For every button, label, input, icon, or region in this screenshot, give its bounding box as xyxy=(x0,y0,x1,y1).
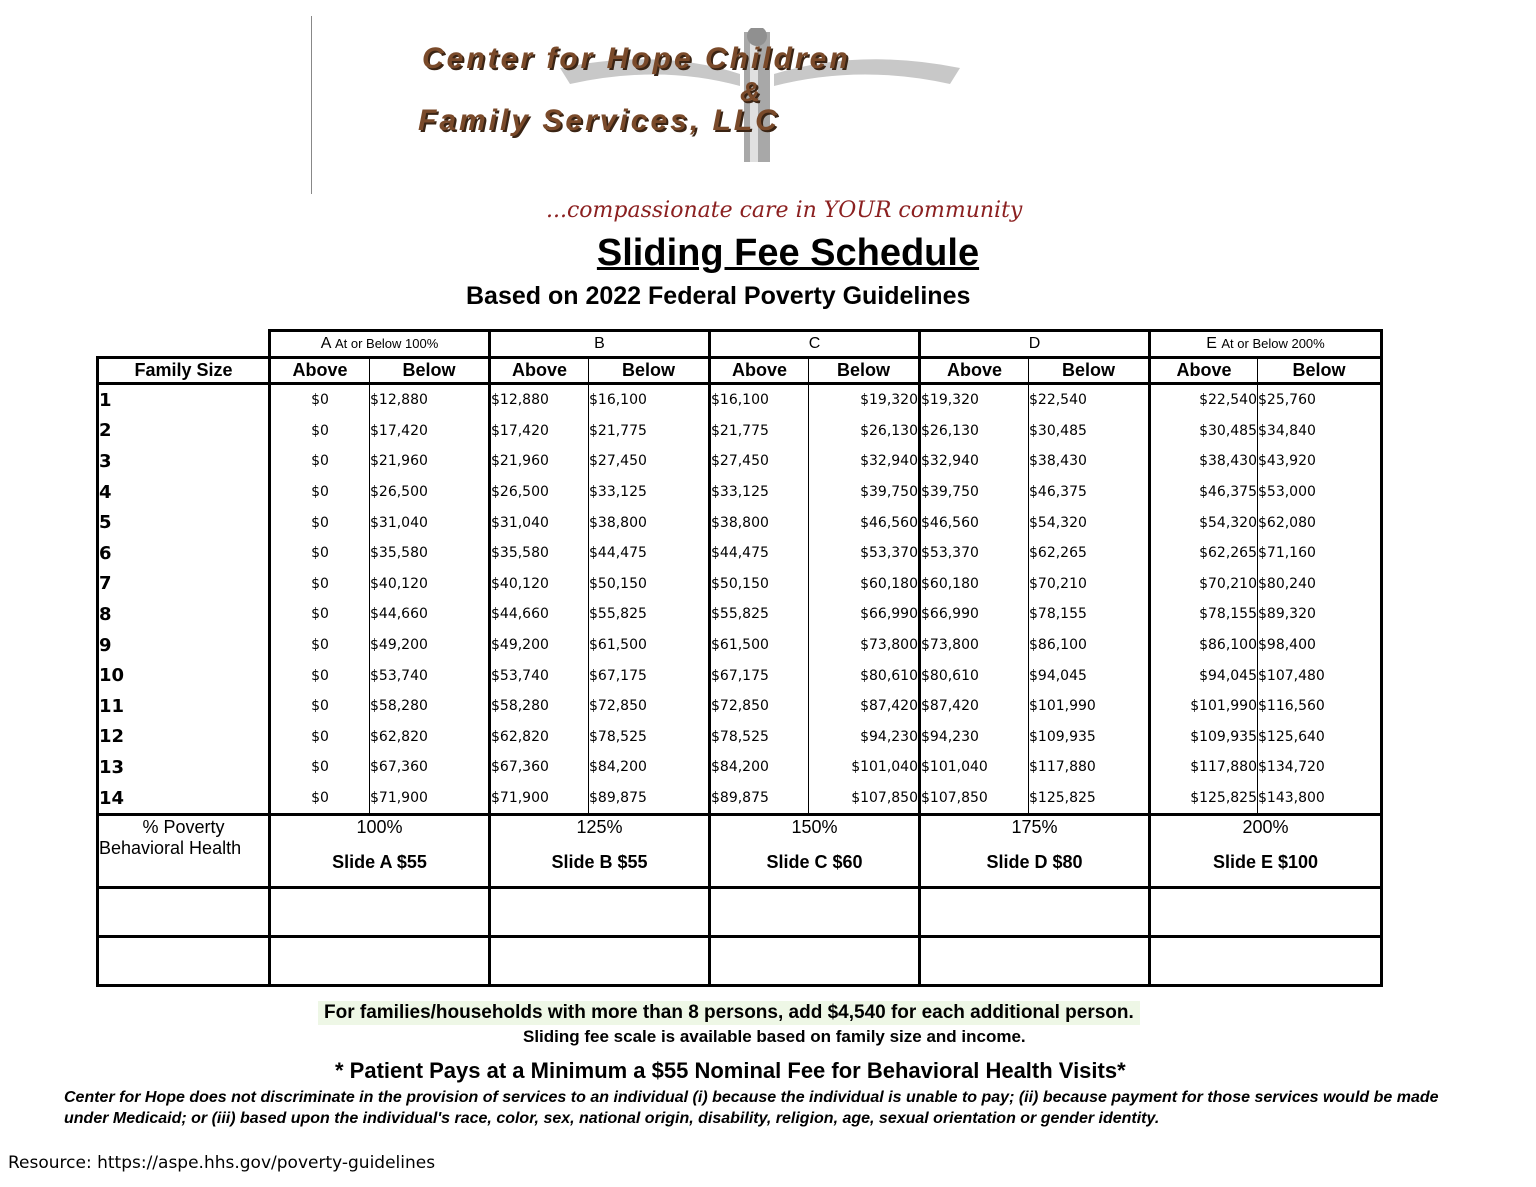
above-value-cell: $61,500 xyxy=(710,630,809,661)
availability-note: Sliding fee scale is available based on family size and income. xyxy=(523,1027,1026,1046)
family-size-cell: 13 xyxy=(98,752,270,783)
table-row xyxy=(98,569,1382,600)
below-value-cell: $53,370 xyxy=(809,538,920,569)
above-value-cell: $107,850 xyxy=(920,783,1029,815)
above-value-cell: $58,280 xyxy=(490,691,589,722)
above-value-cell: $94,230 xyxy=(920,722,1029,753)
above-value-cell: $87,420 xyxy=(920,691,1029,722)
above-header: Above xyxy=(920,358,1029,384)
below-value-cell: $21,960 xyxy=(370,446,490,477)
logo-line1: Center for Hope Children xyxy=(422,42,851,75)
sliding-fee-table xyxy=(96,329,1383,987)
empty-cell xyxy=(98,937,270,986)
below-value-cell: $107,850 xyxy=(809,783,920,815)
empty-cell xyxy=(490,888,710,937)
below-value-cell: $49,200 xyxy=(370,630,490,661)
group-letter: C xyxy=(808,335,821,352)
nondiscrimination-disclaimer: Center for Hope does not discriminate in the provision of services to an individual (i) because the individual is unable to pay; (ii) because payment for those services would be made under Medicaid; or (iii) based upon the individual's race, color, sex, national origin, disability, religion, age, sexual orientation or gender identity. xyxy=(64,1089,1439,1127)
table-row xyxy=(98,477,1382,508)
below-value-cell: $21,775 xyxy=(589,416,710,447)
below-value-cell: $53,000 xyxy=(1258,477,1382,508)
poverty-percent-cell: 200% xyxy=(1150,815,1382,839)
above-value-cell: $27,450 xyxy=(710,446,809,477)
above-value-cell: $78,155 xyxy=(1150,599,1258,630)
table-row xyxy=(98,691,1382,722)
table-row xyxy=(98,752,1382,783)
below-value-cell: $98,400 xyxy=(1258,630,1382,661)
above-value-cell: $0 xyxy=(270,783,370,815)
below-value-cell: $80,240 xyxy=(1258,569,1382,600)
below-value-cell: $84,200 xyxy=(589,752,710,783)
poverty-percent-cell: 150% xyxy=(710,815,920,839)
above-value-cell: $0 xyxy=(270,722,370,753)
below-value-cell: $34,840 xyxy=(1258,416,1382,447)
above-value-cell: $54,320 xyxy=(1150,507,1258,538)
below-value-cell: $117,880 xyxy=(1029,752,1150,783)
tagline: ...compassionate care in YOUR community xyxy=(546,198,1023,223)
above-value-cell: $53,740 xyxy=(490,660,589,691)
poverty-label: % Poverty xyxy=(98,815,270,839)
below-value-cell: $89,320 xyxy=(1258,599,1382,630)
family-size-cell: 3 xyxy=(98,446,270,477)
group-header-e xyxy=(1150,331,1382,358)
below-value-cell: $17,420 xyxy=(370,416,490,447)
above-value-cell: $0 xyxy=(270,660,370,691)
above-value-cell: $31,040 xyxy=(490,507,589,538)
above-value-cell: $44,475 xyxy=(710,538,809,569)
above-value-cell: $0 xyxy=(270,630,370,661)
below-value-cell: $26,500 xyxy=(370,477,490,508)
above-value-cell: $101,990 xyxy=(1150,691,1258,722)
below-header: Below xyxy=(370,358,490,384)
above-value-cell: $26,130 xyxy=(920,416,1029,447)
below-value-cell: $67,175 xyxy=(589,660,710,691)
table-row xyxy=(98,384,1382,416)
below-value-cell: $80,610 xyxy=(809,660,920,691)
above-header: Above xyxy=(710,358,809,384)
table-row xyxy=(98,599,1382,630)
above-value-cell: $117,880 xyxy=(1150,752,1258,783)
table-row xyxy=(98,446,1382,477)
below-value-cell: $31,040 xyxy=(370,507,490,538)
above-value-cell: $38,800 xyxy=(710,507,809,538)
below-value-cell: $94,045 xyxy=(1029,660,1150,691)
above-value-cell: $55,825 xyxy=(710,599,809,630)
below-value-cell: $39,750 xyxy=(809,477,920,508)
slide-fee-cell: Slide B $55 xyxy=(490,838,710,888)
below-value-cell: $58,280 xyxy=(370,691,490,722)
below-value-cell: $73,800 xyxy=(809,630,920,661)
below-value-cell: $62,265 xyxy=(1029,538,1150,569)
below-value-cell: $27,450 xyxy=(589,446,710,477)
empty-cell xyxy=(98,888,270,937)
above-value-cell: $16,100 xyxy=(710,384,809,416)
above-value-cell: $53,370 xyxy=(920,538,1029,569)
above-header: Above xyxy=(490,358,589,384)
above-value-cell: $89,875 xyxy=(710,783,809,815)
below-value-cell: $70,210 xyxy=(1029,569,1150,600)
above-value-cell: $21,775 xyxy=(710,416,809,447)
below-value-cell: $22,540 xyxy=(1029,384,1150,416)
blank-cell xyxy=(98,331,270,358)
above-value-cell: $62,820 xyxy=(490,722,589,753)
above-value-cell: $73,800 xyxy=(920,630,1029,661)
above-value-cell: $46,375 xyxy=(1150,477,1258,508)
below-value-cell: $143,800 xyxy=(1258,783,1382,815)
below-value-cell: $62,820 xyxy=(370,722,490,753)
empty-row xyxy=(98,888,1382,937)
below-value-cell: $86,100 xyxy=(1029,630,1150,661)
below-value-cell: $55,825 xyxy=(589,599,710,630)
above-value-cell: $80,610 xyxy=(920,660,1029,691)
logo xyxy=(410,28,1110,168)
page-title: Sliding Fee Schedule xyxy=(596,232,980,274)
family-size-header: Family Size xyxy=(98,358,270,384)
family-size-cell: 10 xyxy=(98,660,270,691)
above-value-cell: $94,045 xyxy=(1150,660,1258,691)
empty-row xyxy=(98,937,1382,986)
above-value-cell: $33,125 xyxy=(710,477,809,508)
below-value-cell: $125,825 xyxy=(1029,783,1150,815)
below-header: Below xyxy=(1258,358,1382,384)
slide-fee-cell: Slide C $60 xyxy=(710,838,920,888)
below-value-cell: $125,640 xyxy=(1258,722,1382,753)
above-value-cell: $0 xyxy=(270,538,370,569)
divider-line xyxy=(311,16,312,194)
below-value-cell: $54,320 xyxy=(1029,507,1150,538)
below-value-cell: $87,420 xyxy=(809,691,920,722)
below-value-cell: $94,230 xyxy=(809,722,920,753)
above-value-cell: $39,750 xyxy=(920,477,1029,508)
below-value-cell: $50,150 xyxy=(589,569,710,600)
above-value-cell: $67,360 xyxy=(490,752,589,783)
above-value-cell: $17,420 xyxy=(490,416,589,447)
empty-cell xyxy=(920,888,1150,937)
above-value-cell: $0 xyxy=(270,752,370,783)
below-value-cell: $53,740 xyxy=(370,660,490,691)
above-value-cell: $86,100 xyxy=(1150,630,1258,661)
above-value-cell: $35,580 xyxy=(490,538,589,569)
above-header: Above xyxy=(270,358,370,384)
above-value-cell: $38,430 xyxy=(1150,446,1258,477)
minimum-fee-note: * Patient Pays at a Minimum a $55 Nominal Fee for Behavioral Health Visits* xyxy=(335,1058,1126,1083)
above-header: Above xyxy=(1150,358,1258,384)
below-header: Below xyxy=(1029,358,1150,384)
below-value-cell: $46,375 xyxy=(1029,477,1150,508)
behavioral-health-row xyxy=(98,838,1382,888)
logo-line2: Family Services, LLC xyxy=(418,104,780,137)
above-value-cell: $0 xyxy=(270,477,370,508)
family-size-cell: 7 xyxy=(98,569,270,600)
table-row xyxy=(98,416,1382,447)
below-value-cell: $61,500 xyxy=(589,630,710,661)
family-size-cell: 6 xyxy=(98,538,270,569)
above-value-cell: $49,200 xyxy=(490,630,589,661)
poverty-percent-cell: 125% xyxy=(490,815,710,839)
group-header-a xyxy=(270,331,490,358)
above-value-cell: $62,265 xyxy=(1150,538,1258,569)
poverty-percent-cell: 100% xyxy=(270,815,490,839)
below-value-cell: $78,155 xyxy=(1029,599,1150,630)
additional-person-note: For families/households with more than 8 persons, add $4,540 for each additional person. xyxy=(318,1001,1140,1025)
below-value-cell: $109,935 xyxy=(1029,722,1150,753)
group-note: At or Below 200% xyxy=(1221,336,1325,351)
group-letter: A xyxy=(320,335,331,352)
slide-fee-cell: Slide E $100 xyxy=(1150,838,1382,888)
above-value-cell: $12,880 xyxy=(490,384,589,416)
family-size-cell: 2 xyxy=(98,416,270,447)
below-value-cell: $38,430 xyxy=(1029,446,1150,477)
page-subtitle: Based on 2022 Federal Poverty Guidelines xyxy=(466,282,971,310)
group-note: At or Below 100% xyxy=(334,336,439,351)
below-value-cell: $25,760 xyxy=(1258,384,1382,416)
below-value-cell: $66,990 xyxy=(809,599,920,630)
above-value-cell: $0 xyxy=(270,569,370,600)
group-header-row xyxy=(98,331,1382,358)
above-value-cell: $0 xyxy=(270,416,370,447)
table-row xyxy=(98,507,1382,538)
above-value-cell: $109,935 xyxy=(1150,722,1258,753)
above-value-cell: $0 xyxy=(270,446,370,477)
above-value-cell: $67,175 xyxy=(710,660,809,691)
below-value-cell: $35,580 xyxy=(370,538,490,569)
below-value-cell: $44,475 xyxy=(589,538,710,569)
empty-cell xyxy=(710,888,920,937)
table-row xyxy=(98,538,1382,569)
empty-cell xyxy=(710,937,920,986)
above-value-cell: $21,960 xyxy=(490,446,589,477)
slide-fee-cell: Slide D $80 xyxy=(920,838,1150,888)
below-value-cell: $12,880 xyxy=(370,384,490,416)
below-header: Below xyxy=(589,358,710,384)
above-value-cell: $19,320 xyxy=(920,384,1029,416)
resource-link: Resource: https://aspe.hhs.gov/poverty-guidelines xyxy=(8,1153,436,1173)
family-size-cell: 9 xyxy=(98,630,270,661)
above-value-cell: $44,660 xyxy=(490,599,589,630)
behavioral-health-label: Behavioral Health xyxy=(98,838,270,888)
family-size-cell: 12 xyxy=(98,722,270,753)
above-value-cell: $32,940 xyxy=(920,446,1029,477)
slide-fee-cell: Slide A $55 xyxy=(270,838,490,888)
poverty-percent-cell: 175% xyxy=(920,815,1150,839)
above-value-cell: $60,180 xyxy=(920,569,1029,600)
above-value-cell: $0 xyxy=(270,384,370,416)
below-value-cell: $60,180 xyxy=(809,569,920,600)
family-size-cell: 4 xyxy=(98,477,270,508)
below-value-cell: $33,125 xyxy=(589,477,710,508)
empty-cell xyxy=(1150,888,1382,937)
empty-cell xyxy=(270,888,490,937)
below-value-cell: $107,480 xyxy=(1258,660,1382,691)
below-value-cell: $30,485 xyxy=(1029,416,1150,447)
above-value-cell: $46,560 xyxy=(920,507,1029,538)
below-value-cell: $44,660 xyxy=(370,599,490,630)
above-value-cell: $78,525 xyxy=(710,722,809,753)
above-value-cell: $30,485 xyxy=(1150,416,1258,447)
table-row xyxy=(98,783,1382,815)
below-value-cell: $101,040 xyxy=(809,752,920,783)
above-value-cell: $72,850 xyxy=(710,691,809,722)
below-value-cell: $71,900 xyxy=(370,783,490,815)
below-value-cell: $71,160 xyxy=(1258,538,1382,569)
below-value-cell: $19,320 xyxy=(809,384,920,416)
group-letter: B xyxy=(594,335,605,352)
below-value-cell: $89,875 xyxy=(589,783,710,815)
below-value-cell: $40,120 xyxy=(370,569,490,600)
family-size-cell: 8 xyxy=(98,599,270,630)
empty-cell xyxy=(920,937,1150,986)
group-header-c xyxy=(710,331,920,358)
above-value-cell: $71,900 xyxy=(490,783,589,815)
below-value-cell: $16,100 xyxy=(589,384,710,416)
below-value-cell: $72,850 xyxy=(589,691,710,722)
poverty-row xyxy=(98,815,1382,839)
family-size-cell: 14 xyxy=(98,783,270,815)
group-header-b xyxy=(490,331,710,358)
below-value-cell: $43,920 xyxy=(1258,446,1382,477)
below-value-cell: $67,360 xyxy=(370,752,490,783)
empty-cell xyxy=(1150,937,1382,986)
below-value-cell: $32,940 xyxy=(809,446,920,477)
above-value-cell: $66,990 xyxy=(920,599,1029,630)
table-row xyxy=(98,630,1382,661)
logo-ampersand: & xyxy=(740,76,764,107)
above-value-cell: $0 xyxy=(270,691,370,722)
below-value-cell: $26,130 xyxy=(809,416,920,447)
above-value-cell: $0 xyxy=(270,507,370,538)
family-size-cell: 1 xyxy=(98,384,270,416)
family-size-cell: 5 xyxy=(98,507,270,538)
family-size-cell: 11 xyxy=(98,691,270,722)
above-value-cell: $125,825 xyxy=(1150,783,1258,815)
below-header: Below xyxy=(809,358,920,384)
table-row xyxy=(98,660,1382,691)
empty-cell xyxy=(490,937,710,986)
below-value-cell: $38,800 xyxy=(589,507,710,538)
below-value-cell: $101,990 xyxy=(1029,691,1150,722)
group-letter: E xyxy=(1206,335,1217,352)
below-value-cell: $62,080 xyxy=(1258,507,1382,538)
below-value-cell: $134,720 xyxy=(1258,752,1382,783)
above-value-cell: $101,040 xyxy=(920,752,1029,783)
above-value-cell: $50,150 xyxy=(710,569,809,600)
below-value-cell: $116,560 xyxy=(1258,691,1382,722)
above-value-cell: $40,120 xyxy=(490,569,589,600)
empty-cell xyxy=(270,937,490,986)
above-value-cell: $84,200 xyxy=(710,752,809,783)
above-value-cell: $0 xyxy=(270,599,370,630)
below-value-cell: $78,525 xyxy=(589,722,710,753)
below-value-cell: $46,560 xyxy=(809,507,920,538)
table-row xyxy=(98,722,1382,753)
above-value-cell: $70,210 xyxy=(1150,569,1258,600)
above-value-cell: $26,500 xyxy=(490,477,589,508)
group-header-d xyxy=(920,331,1150,358)
above-value-cell: $22,540 xyxy=(1150,384,1258,416)
group-letter: D xyxy=(1028,335,1041,352)
column-header-row xyxy=(98,358,1382,384)
